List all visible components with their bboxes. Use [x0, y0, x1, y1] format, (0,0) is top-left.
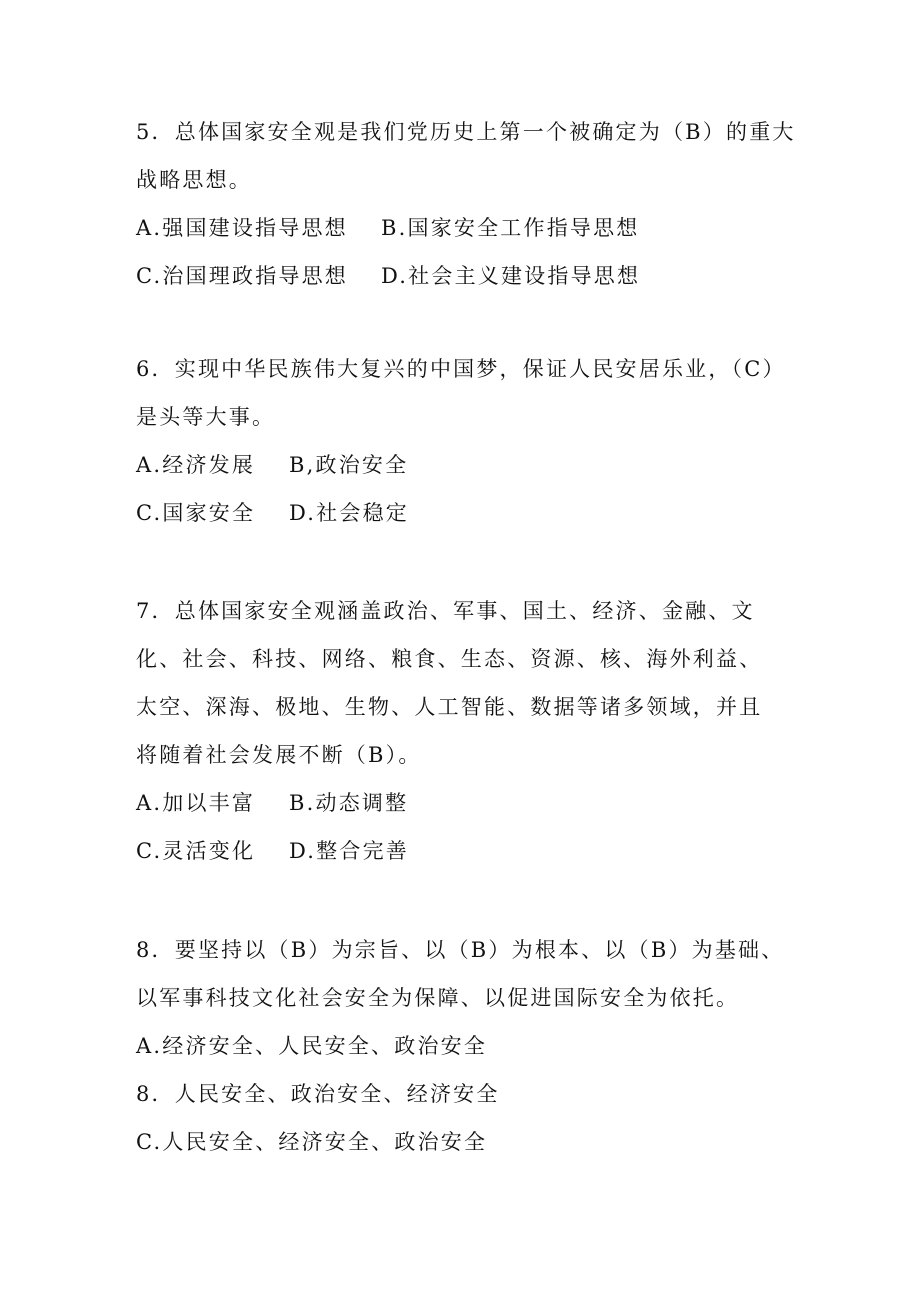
option-a: A.加以丰富	[136, 791, 256, 815]
question-stem-line: 6．实现中华民族伟大复兴的中国梦，保证人民安居乐业，（C）	[136, 357, 786, 381]
option-c: C.治国理政指导思想	[136, 264, 348, 288]
option-c: C.国家安全	[136, 501, 256, 525]
option-d: D.社会主义建设指导思想	[381, 264, 641, 288]
option-c: C.人民安全、经济安全、政治安全	[136, 1130, 488, 1154]
question-stem-line: 将随着社会发展不断（B）。	[136, 743, 422, 767]
question-8	[136, 926, 796, 1166]
question-stem-line: 太空、深海、极地、生物、人工智能、数据等诸多领域，并且	[136, 695, 763, 719]
question-6	[136, 345, 796, 537]
option-row	[136, 1070, 796, 1118]
option-row	[136, 204, 796, 252]
option-row	[136, 252, 796, 300]
option-row	[136, 1022, 796, 1070]
question-stem-line: 以军事科技文化社会安全为保障、以促进国际安全为依托。	[136, 986, 740, 1010]
question-stem-line: 战略思想。	[136, 168, 252, 192]
option-a: A.强国建设指导思想	[136, 216, 348, 240]
question-stem-line: 化、社会、科技、网络、粮食、生态、资源、核、海外利益、	[136, 647, 763, 671]
option-c: C.灵活变化	[136, 839, 256, 863]
option-d: D.社会稳定	[289, 501, 409, 525]
option-row	[136, 441, 796, 489]
option-row	[136, 489, 796, 537]
option-b: B.国家安全工作指导思想	[381, 216, 640, 240]
option-row	[136, 827, 796, 875]
question-stem-line: 7．总体国家安全观涵盖政治、军事、国土、经济、金融、文	[136, 599, 755, 623]
question-7	[136, 587, 796, 875]
question-stem-line: 8．要坚持以（B）为宗旨、以（B）为根本、以（B）为基础、	[136, 938, 785, 962]
option-d: D.整合完善	[289, 839, 409, 863]
question-stem-line: 5．总体国家安全观是我们党历史上第一个被确定为（B）的重大	[136, 120, 796, 144]
option-row	[136, 1118, 796, 1166]
option-b: B,政治安全	[289, 453, 409, 477]
option-a: A.经济安全、人民安全、政治安全	[136, 1034, 488, 1058]
question-stem-line: 是头等大事。	[136, 405, 276, 429]
option-a: A.经济发展	[136, 453, 256, 477]
question-5	[136, 108, 796, 300]
option-b: 8．人民安全、政治安全、经济安全	[136, 1082, 500, 1106]
option-row	[136, 779, 796, 827]
option-b: B.动态调整	[289, 791, 409, 815]
